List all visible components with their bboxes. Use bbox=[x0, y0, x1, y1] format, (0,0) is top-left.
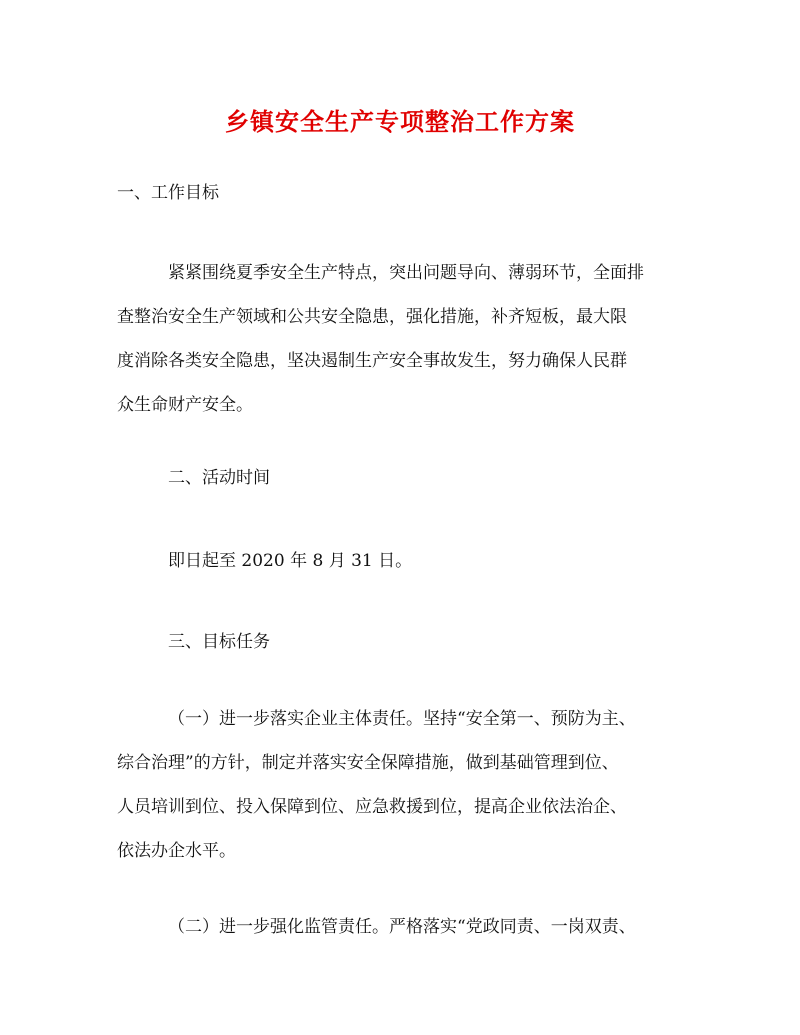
paragraph-line: 众生命财产安全。 bbox=[117, 395, 253, 415]
section-2-paragraph: 即日起至 2020 年 8 月 31 日。 bbox=[168, 551, 413, 571]
paragraph-line: 综合治理”的方针，制定并落实安全保障措施，做到基础管理到位、 bbox=[117, 753, 619, 773]
document-title: 乡镇安全生产专项整治工作方案 bbox=[225, 107, 575, 136]
paragraph-line: 人员培训到位、投入保障到位、应急救援到位，提高企业依法治企、 bbox=[117, 797, 627, 817]
section-3-item-2 bbox=[117, 905, 692, 949]
section-heading-1: 一、工作目标 bbox=[117, 183, 219, 203]
paragraph-line: 查整治安全生产领域和公共安全隐患，强化措施，补齐短板，最大限 bbox=[117, 307, 627, 327]
paragraph-line: 度消除各类安全隐患，坚决遏制生产安全事故发生，努力确保人民群 bbox=[117, 351, 627, 371]
paragraph-line: 依法办企水平。 bbox=[117, 841, 236, 861]
section-heading-3: 三、目标任务 bbox=[168, 632, 270, 652]
paragraph-line: 紧紧围绕夏季安全生产特点，突出问题导向、薄弱环节，全面排 bbox=[168, 263, 644, 283]
paragraph-line: （一）进一步落实企业主体责任。坚持“安全第一、预防为主、 bbox=[168, 709, 636, 729]
section-1-paragraph bbox=[117, 251, 692, 427]
section-heading-2: 二、活动时间 bbox=[168, 468, 270, 488]
paragraph-line: （二）进一步强化监管责任。严格落实“党政同责、一岗双责、 bbox=[168, 917, 636, 937]
section-3-item-1 bbox=[117, 697, 692, 873]
